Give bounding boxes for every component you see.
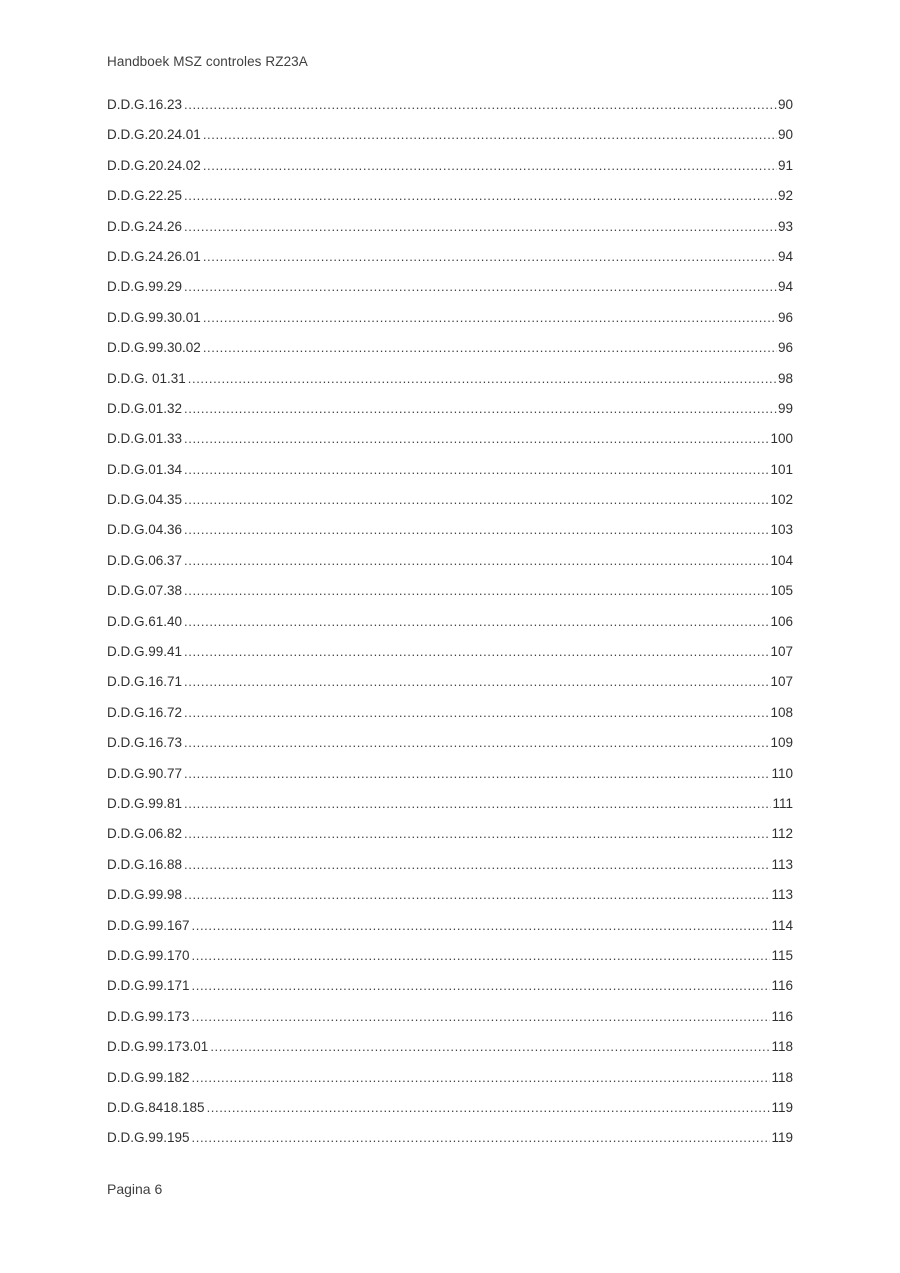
toc-entry-page: 94 — [777, 248, 793, 264]
toc-dot-leader — [184, 733, 769, 753]
toc-dot-leader — [188, 369, 777, 389]
toc-entry[interactable] — [107, 399, 793, 429]
toc-entry-label: D.D.G.22.25 — [107, 188, 183, 204]
toc-entry-label: D.D.G.01.32 — [107, 400, 183, 416]
toc-entry-label: D.D.G.8418.185 — [107, 1099, 205, 1115]
toc-dot-leader — [184, 429, 769, 449]
toc-entry-page: 94 — [777, 279, 793, 295]
toc-entry-page: 90 — [777, 127, 793, 143]
toc-dot-leader — [184, 581, 769, 601]
toc-dot-leader — [184, 399, 777, 419]
toc-entry-label: D.D.G.99.98 — [107, 887, 183, 903]
toc-dot-leader — [184, 490, 769, 510]
toc-entry-label: D.D.G.16.71 — [107, 674, 183, 690]
toc-entry-page: 116 — [771, 1008, 793, 1024]
toc-entry[interactable] — [107, 520, 793, 550]
toc-entry-label: D.D.G.99.173.01 — [107, 1039, 209, 1055]
toc-entry[interactable] — [107, 1098, 793, 1128]
toc-entry[interactable] — [107, 429, 793, 459]
toc-entry[interactable] — [107, 460, 793, 490]
toc-dot-leader — [184, 703, 769, 723]
toc-entry-label: D.D.G.16.23 — [107, 97, 183, 112]
toc-entry[interactable] — [107, 642, 793, 672]
table-of-contents — [107, 95, 793, 1159]
toc-dot-leader — [184, 277, 777, 297]
toc-entry-label: D.D.G.16.72 — [107, 704, 183, 720]
toc-dot-leader — [184, 95, 777, 115]
toc-dot-leader — [207, 1098, 771, 1118]
toc-entry[interactable] — [107, 551, 793, 581]
toc-dot-leader — [203, 125, 777, 145]
toc-entry-label: D.D.G.24.26.01 — [107, 248, 201, 264]
toc-entry-label: D.D.G. 01.31 — [107, 370, 186, 386]
toc-entry-label: D.D.G.20.24.01 — [107, 127, 201, 143]
toc-entry-label: D.D.G.06.82 — [107, 826, 183, 842]
toc-entry[interactable] — [107, 217, 793, 247]
toc-dot-leader — [210, 1037, 770, 1057]
toc-dot-leader — [203, 247, 777, 267]
toc-dot-leader — [184, 672, 769, 692]
toc-entry[interactable] — [107, 1037, 793, 1067]
toc-entry-label: D.D.G.99.171 — [107, 978, 190, 994]
page-number: Pagina 6 — [107, 1181, 163, 1197]
toc-entry-label: D.D.G.06.37 — [107, 552, 183, 568]
toc-entry-page: 91 — [777, 157, 793, 173]
toc-entry[interactable] — [107, 824, 793, 854]
toc-dot-leader — [184, 186, 777, 206]
toc-entry[interactable] — [107, 703, 793, 733]
toc-entry-label: D.D.G.99.30.01 — [107, 309, 201, 325]
toc-entry-page: 112 — [771, 826, 793, 842]
toc-entry[interactable] — [107, 612, 793, 642]
toc-entry-label: D.D.G.04.36 — [107, 522, 183, 538]
toc-entry-label: D.D.G.99.41 — [107, 644, 183, 660]
toc-dot-leader — [192, 946, 771, 966]
toc-dot-leader — [184, 520, 769, 540]
toc-dot-leader — [203, 338, 777, 358]
toc-entry-page: 109 — [770, 735, 793, 751]
toc-entry[interactable] — [107, 308, 793, 338]
toc-dot-leader — [184, 855, 770, 875]
toc-entry-label: D.D.G.24.26 — [107, 218, 183, 234]
toc-entry-label: D.D.G.99.30.02 — [107, 340, 201, 356]
toc-entry[interactable] — [107, 672, 793, 702]
toc-dot-leader — [192, 1007, 771, 1027]
toc-entry[interactable] — [107, 764, 793, 794]
toc-entry-label: D.D.G.99.170 — [107, 947, 190, 963]
toc-entry-label: D.D.G.01.33 — [107, 431, 183, 447]
toc-entry-page: 110 — [771, 765, 793, 781]
toc-entry-label: D.D.G.99.29 — [107, 279, 183, 295]
toc-entry-page: 93 — [777, 218, 793, 234]
toc-entry[interactable] — [107, 885, 793, 915]
toc-entry-page: 119 — [771, 1099, 793, 1115]
toc-entry-label: D.D.G.99.173 — [107, 1008, 190, 1024]
toc-dot-leader — [192, 1128, 771, 1148]
toc-entry-label: D.D.G.01.34 — [107, 461, 183, 477]
toc-dot-leader — [192, 976, 771, 996]
toc-entry[interactable] — [107, 95, 793, 125]
toc-entry-page: 96 — [777, 309, 793, 325]
toc-entry-page: 102 — [770, 492, 793, 508]
toc-entry[interactable] — [107, 581, 793, 611]
toc-entry-page: 114 — [771, 917, 793, 933]
toc-entry-page: 118 — [771, 1039, 793, 1055]
toc-entry[interactable] — [107, 1128, 793, 1158]
toc-entry-page: 99 — [777, 400, 793, 416]
toc-dot-leader — [184, 612, 769, 632]
toc-entry-page: 90 — [777, 97, 793, 112]
toc-entry-page: 119 — [771, 1130, 793, 1146]
toc-entry[interactable] — [107, 855, 793, 885]
toc-entry-page: 118 — [771, 1069, 793, 1085]
toc-entry-page: 113 — [771, 856, 793, 872]
toc-dot-leader — [192, 1068, 771, 1088]
toc-entry-label: D.D.G.16.73 — [107, 735, 183, 751]
toc-entry[interactable] — [107, 125, 793, 155]
toc-entry-label: D.D.G.99.182 — [107, 1069, 190, 1085]
toc-dot-leader — [184, 885, 770, 905]
toc-entry-label: D.D.G.20.24.02 — [107, 157, 201, 173]
toc-entry[interactable] — [107, 733, 793, 763]
toc-entry[interactable] — [107, 247, 793, 277]
toc-entry[interactable] — [107, 277, 793, 307]
toc-entry-label: D.D.G.99.81 — [107, 795, 183, 811]
toc-entry-page: 115 — [771, 947, 793, 963]
toc-entry-label: D.D.G.99.195 — [107, 1130, 190, 1146]
toc-entry-page: 111 — [772, 795, 793, 811]
toc-entry-page: 100 — [770, 431, 793, 447]
toc-entry[interactable] — [107, 1068, 793, 1098]
toc-entry-page: 106 — [770, 613, 793, 629]
toc-dot-leader — [192, 916, 771, 936]
toc-entry-label: D.D.G.04.35 — [107, 492, 183, 508]
toc-entry[interactable] — [107, 1007, 793, 1037]
toc-entry-label: D.D.G.61.40 — [107, 613, 183, 629]
toc-entry-page: 116 — [771, 978, 793, 994]
toc-dot-leader — [203, 308, 777, 328]
toc-dot-leader — [184, 824, 770, 844]
toc-entry[interactable] — [107, 976, 793, 1006]
toc-dot-leader — [184, 794, 771, 814]
toc-entry-label: D.D.G.07.38 — [107, 583, 183, 599]
toc-entry[interactable] — [107, 338, 793, 368]
toc-entry[interactable] — [107, 946, 793, 976]
toc-entry-page: 105 — [770, 583, 793, 599]
toc-entry-page: 107 — [770, 674, 793, 690]
toc-dot-leader — [184, 460, 769, 480]
toc-dot-leader — [203, 156, 777, 176]
toc-dot-leader — [184, 217, 777, 237]
page-header: Handboek MSZ controles RZ23A — [107, 54, 308, 69]
toc-entry-page: 107 — [770, 644, 793, 660]
toc-dot-leader — [184, 764, 770, 784]
toc-entry-page: 113 — [771, 887, 793, 903]
toc-entry[interactable] — [107, 916, 793, 946]
toc-entry[interactable] — [107, 156, 793, 186]
toc-entry[interactable] — [107, 794, 793, 824]
toc-entry-page: 108 — [770, 704, 793, 720]
toc-dot-leader — [184, 551, 769, 571]
toc-entry[interactable] — [107, 369, 793, 399]
toc-entry-page: 103 — [770, 522, 793, 538]
toc-entry-page: 104 — [770, 552, 793, 568]
toc-entry-page: 92 — [777, 188, 793, 204]
toc-entry-page: 96 — [777, 340, 793, 356]
toc-entry[interactable] — [107, 186, 793, 216]
toc-entry-label: D.D.G.90.77 — [107, 765, 183, 781]
toc-entry-label: D.D.G.99.167 — [107, 917, 190, 933]
toc-entry-page: 98 — [777, 370, 793, 386]
toc-entry-page: 101 — [770, 461, 793, 477]
toc-entry[interactable] — [107, 490, 793, 520]
toc-entry-label: D.D.G.16.88 — [107, 856, 183, 872]
toc-dot-leader — [184, 642, 769, 662]
